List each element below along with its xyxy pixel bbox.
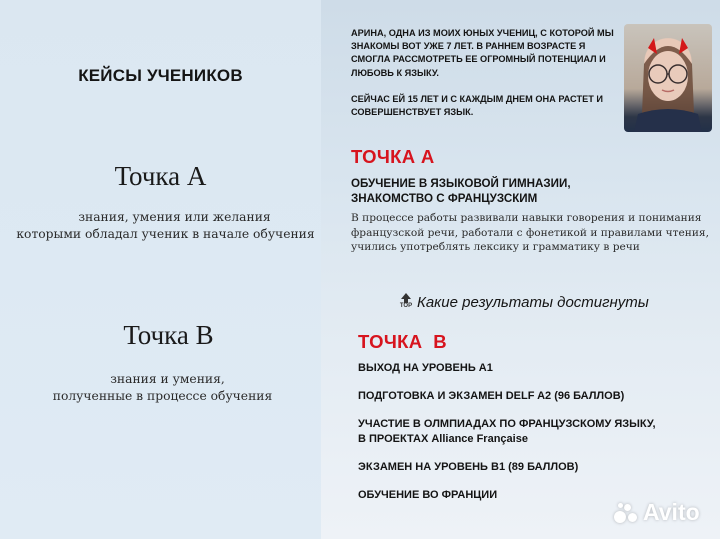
- point-a-desc-line2: которыми обладал ученик в начале обучения: [16, 227, 315, 241]
- point-b-desc-line2: полученные в процессе обучения: [52, 389, 273, 403]
- results-heading: [398, 293, 649, 311]
- point-a-subtitle-line1: ОБУЧЕНИЕ В ЯЗЫКОВОЙ ГИМНАЗИИ,: [351, 177, 571, 190]
- point-a-heading: Точка А: [114, 161, 207, 191]
- avito-watermark: [614, 499, 700, 526]
- result-item: УЧАСТИЕ В ОЛМПИАДАХ ПО ФРАНЦУЗСКОМУ ЯЗЫКУ, В ПРОЕКТАХ Alliance Française: [358, 418, 656, 445]
- point-a-body: В процессе работы развивали навыки говорения и понимания французской речи, работали с фонетикой и правилами чтения, учились употреблять лексику и грамматику в речи: [351, 212, 709, 254]
- left-panel: [0, 0, 321, 539]
- intro-paragraph-1: АРИНА, ОДНА ИЗ МОИХ ЮНЫХ УЧЕНИЦ, С КОТОРОЙ МЫ ЗНАКОМЫ ВОТ УЖЕ 7 ЛЕТ. В РАННЕМ ВОЗРАСТЕ Я СМОГЛА РАССМОТРЕТЬ ЕЕ ОГРОМНЫЙ ПОТЕНЦИАЛ И ЛЮБОВЬ К ЯЗЫКУ.: [351, 28, 614, 78]
- point-a-subtitle: [351, 176, 571, 206]
- point-b-description: [0, 371, 321, 405]
- point-b-desc-line1: знания и умения,: [110, 372, 225, 386]
- avito-logo-icon: [614, 502, 640, 524]
- student-photo-illustration: [624, 24, 712, 132]
- point-b-red-heading: ТОЧКА В: [358, 331, 447, 352]
- point-a-desc-line1: знания, умения или желания: [78, 210, 271, 224]
- top-arrow-icon: TOP: [398, 293, 414, 311]
- point-b-heading: Точка В: [123, 320, 214, 350]
- result-item: ЭКЗАМЕН НА УРОВЕНЬ B1 (89 БАЛЛОВ): [358, 460, 579, 473]
- point-a-subtitle-line2: ЗНАКОМСТВО С ФРАНЦУЗСКИМ: [351, 192, 538, 205]
- student-intro: [351, 27, 616, 132]
- point-a-red-heading: ТОЧКА А: [351, 146, 435, 167]
- result-item: ВЫХОД НА УРОВЕНЬ А1: [358, 362, 493, 374]
- result-item: ОБУЧЕНИЕ ВО ФРАНЦИИ: [358, 488, 498, 501]
- point-a-description: [0, 209, 321, 243]
- cases-title: КЕЙСЫ УЧЕНИКОВ: [78, 66, 243, 85]
- point-b-results-list: [358, 361, 698, 516]
- results-text: Какие результаты достигнуты: [417, 293, 649, 311]
- intro-paragraph-2: СЕЙЧАС ЕЙ 15 ЛЕТ И С КАЖДЫМ ДНЕМ ОНА РАСТЕТ И СОВЕРШЕНСТВУЕТ ЯЗЫК.: [351, 93, 603, 118]
- student-photo: [624, 24, 712, 132]
- result-item: ПОДГОТОВКА И ЭКЗАМЕН DELF A2 (96 БАЛЛОВ): [358, 390, 625, 402]
- avito-text: Avito: [643, 499, 700, 525]
